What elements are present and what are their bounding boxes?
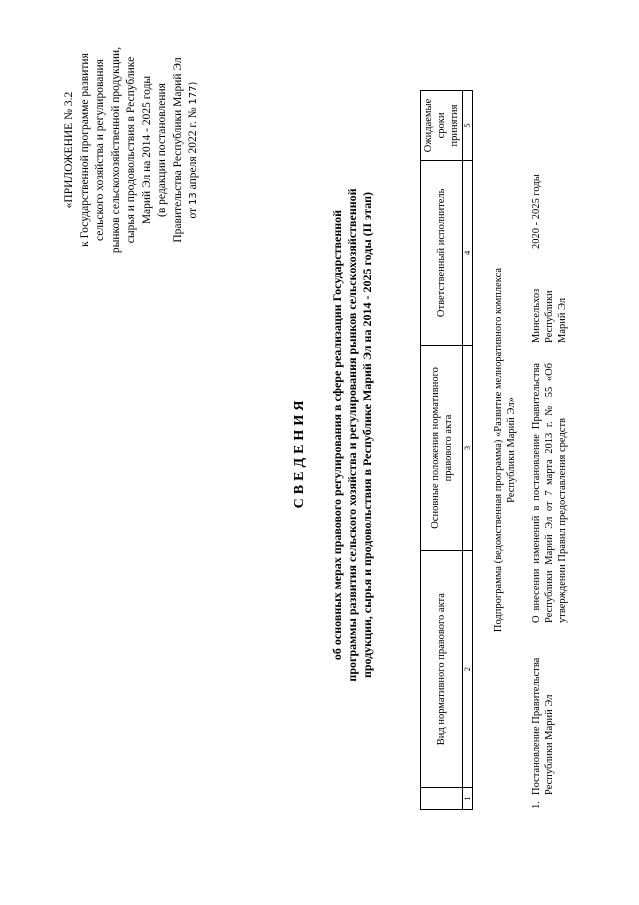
subtitle-line: продукции, сырья и продовольствия в Республике Марий Эл на 2014 - 2025 годы (II этап) bbox=[360, 191, 374, 679]
appendix-line: «ПРИЛОЖЕНИЕ № 3.2 bbox=[63, 91, 75, 209]
header-executor: Ответственный исполнитель bbox=[421, 160, 463, 345]
appendix-line: (в редакции постановления bbox=[156, 83, 168, 217]
date-day-handwritten: 13 bbox=[188, 192, 199, 205]
header-act-type: Вид нормативного правового акта bbox=[421, 551, 463, 788]
appendix-line: сырья и продовольствия в Республике bbox=[125, 56, 137, 244]
row-main-provisions: О внесении изменений в постановление Правительства Республики Марий Эл от 7 марта 2013 г. № 55 «Об утверждении Правил предоставления средств bbox=[531, 363, 568, 623]
date-rest: апреля 2022 г. № bbox=[187, 107, 199, 190]
document-title: СВЕДЕНИЯ bbox=[292, 396, 307, 509]
appendix-line: Марий Эл на 2014 - 2025 годы bbox=[140, 75, 153, 225]
row-executor: Минсельхоз Республики Марий Эл bbox=[531, 288, 568, 343]
appendix-line: к Государственной программе развития bbox=[78, 53, 91, 247]
appendix-line: сельского хозяйства и регулирования bbox=[94, 59, 106, 241]
subprogram-line: Подпрограмма (ведомственная программа) «Развитие мелиоративного комплекса bbox=[493, 267, 504, 633]
col-number: 4 bbox=[463, 160, 473, 345]
subtitle-line: программы развития сельского хозяйства и регулирования рынков сельскохозяйственной bbox=[345, 188, 359, 682]
appendix-line: Правительства Республики Марий Эл bbox=[171, 57, 184, 243]
row-number: 1. bbox=[531, 801, 542, 809]
col-number: 1 bbox=[463, 788, 473, 810]
subprogram-line: Республики Марий Эл» bbox=[506, 397, 517, 503]
column-number-row bbox=[463, 91, 473, 810]
subtitle-line: об основных мерах правового регулирования в сфере реализации Государственной bbox=[330, 209, 344, 661]
col-number: 5 bbox=[463, 91, 473, 161]
appendix-date bbox=[186, 35, 202, 265]
date-number-handwritten: 177) bbox=[188, 81, 199, 105]
date-prefix: от bbox=[187, 207, 199, 219]
row-act-type: Постановление Правительства Республики Марий Эл bbox=[531, 657, 555, 795]
appendix-header bbox=[62, 35, 202, 265]
document-subtitle bbox=[330, 135, 375, 735]
appendix-line: рынков сельскохозяйственной продукции, bbox=[109, 46, 122, 254]
header-number bbox=[421, 788, 463, 810]
header-main-provisions: Основные положения нормативного правового акта bbox=[421, 345, 463, 551]
col-number: 2 bbox=[463, 551, 473, 788]
header-dates: Ожидаемые сроки принятия bbox=[421, 91, 463, 161]
subprogram-heading bbox=[492, 155, 518, 745]
table-header-row bbox=[421, 91, 463, 810]
col-number: 3 bbox=[463, 345, 473, 551]
measures-table bbox=[420, 90, 473, 810]
row-dates: 2020 - 2025 годы bbox=[531, 174, 542, 249]
